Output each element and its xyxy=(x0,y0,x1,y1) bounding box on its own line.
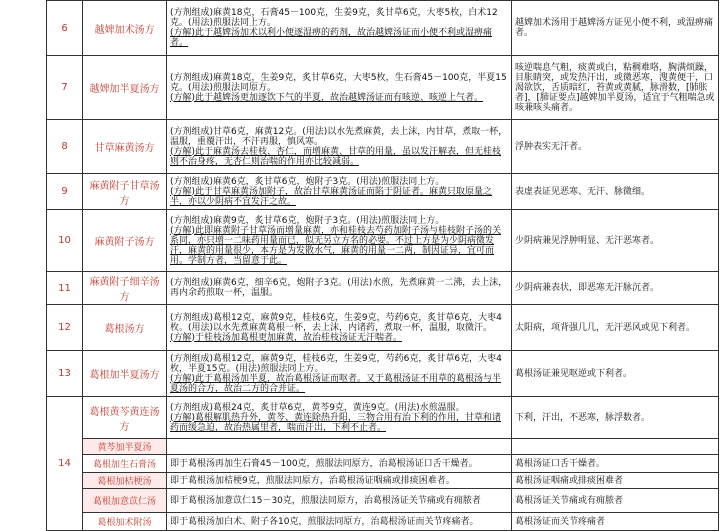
table-row xyxy=(47,56,719,120)
formula-name: 葛根黄芩黄连汤方 xyxy=(83,397,167,439)
formula-indication: 太阳病，项背强几几，无汗恶风或见下利者。 xyxy=(512,305,719,351)
formula-indication: 下利，汗出，不恶寒，脉浮数者。 xyxy=(512,397,719,439)
table-row xyxy=(47,174,719,210)
formula-indication: 少阴病兼表状，即恶寒无汗脉沉者。 xyxy=(512,272,719,305)
formula-name: 越婢加术汤方 xyxy=(83,1,167,56)
row-number: 13 xyxy=(47,351,83,397)
formula-name: 葛根汤方 xyxy=(83,305,167,351)
table-row xyxy=(47,513,719,531)
table-row xyxy=(47,455,719,473)
formula-table xyxy=(46,0,719,531)
formula-indication: 葛根汤证兼见呕逆或下利者。 xyxy=(512,351,719,397)
table-row xyxy=(47,351,719,397)
sub-formula-name: 葛根加生石膏汤 xyxy=(83,455,167,473)
sub-formula-indication: 葛根汤证关节痛或有痈脓者 xyxy=(512,489,719,513)
table-row xyxy=(47,489,719,513)
sub-formula-description: 即于葛根汤加白术、附子各10克，煎服法同原方，治葛根汤证而关节疼痛者。 xyxy=(167,513,512,531)
sub-formula-description: 即于葛根汤加薏苡仁15－30克，煎服法同原方，治葛根汤证关节痛或有痈脓者 xyxy=(167,489,512,513)
sub-formula-name: 葛根加桔梗汤 xyxy=(83,473,167,489)
formula-description: (方剂组成)麻黄9克，炙甘草6克，炮附子3克。(用法)煎服法同上方。 (方解)此即麻黄附子甘草汤而增量麻黄，亦和桂枝去芍药加附子汤与桂枝附子汤的关系同，亦只增一二味药用量而已，似无另立方名的必要。不过上方是为少阴病微发汗，麻黄的用量很少，本方是为发散水气，麻黄的用量一二两，制因证异，宜可而用。学制方者，当留意于此。 xyxy=(167,210,512,272)
formula-indication: 表虚表证见恶寒、无汗、脉微细。 xyxy=(512,174,719,210)
formula-name: 甘草麻黄汤方 xyxy=(83,120,167,174)
table-row xyxy=(47,397,719,439)
sub-formula-description: 即于葛根汤再加生石膏45－100克，煎服法同原方，治葛根汤证口舌干燥者。 xyxy=(167,455,512,473)
sub-formula-description xyxy=(167,439,512,455)
formula-description: (方剂组成)麻黄6克，炙甘草6克，炮附子3克。(用法)煎服法同上方。 (方解)此于甘草麻黄汤加附子，故治甘草麻黄汤证而陷于阴证者。麻黄只取原量之半，亦以少阴病不宜发汗之故。 xyxy=(167,174,512,210)
sub-formula-indication xyxy=(512,439,719,455)
formula-description: (方剂组成)葛根12克，麻黄9克，桂枝6克，生姜9克，芍药6克，炙甘草6克，大枣4枚，半夏15克。(用法)煎服法同上方。 (方解)此于葛根汤加半夏，故治葛根汤证而呕者。又于葛根汤证不用草的葛根汤与半夏汤的合方，故治二方的合并证。 xyxy=(167,351,512,397)
formula-indication: 咳逆喘息气粗，痰黄或白，粘稠难咯，胸满烦躁，目胀睛突，或发热汗出，或微恶寒，溲黄便干，口渴欲饮，舌质暗红，苔黄或黄腻，脉滑数，[肺胀者]，[肺证要点]越婢加半夏汤，适宜于气粗喘急或咳兼咳头痛者。 xyxy=(512,56,719,120)
sub-formula-indication: 葛根汤证口舌干燥者。 xyxy=(512,455,719,473)
formula-description: (方剂组成)麻黄18克，生姜9克，炙甘草6克，大枣5枚，生石膏45－100克，半夏15克。(用法)煎服法同原方。 (方解)此于越婢汤更加逐饮下气的半夏，故治越婢汤证而有咳逆、咳逆上气者。 xyxy=(167,56,512,120)
formula-name: 葛根加半夏汤方 xyxy=(83,351,167,397)
table-row xyxy=(47,305,719,351)
table-row xyxy=(47,120,719,174)
table-row xyxy=(47,439,719,455)
table-row xyxy=(47,473,719,489)
formula-description: (方剂组成)葛根12克，麻黄9克，桂枝6克，生姜9克，芍药6克，炙甘草6克，大枣4枚。(用法)以水先煮麻黄葛根一杯，去上沫，内诸药，煮取一杯，温服，取微汗。 (方解)于桂枝汤加葛根更加麻黄，故治桂枝汤证无汗喘者。 xyxy=(167,305,512,351)
table-row xyxy=(47,210,719,272)
row-number: 11 xyxy=(47,272,83,305)
row-number: 14 xyxy=(47,397,83,531)
row-number: 6 xyxy=(47,1,83,56)
row-number: 12 xyxy=(47,305,83,351)
table-row xyxy=(47,272,719,305)
sub-formula-name: 葛根加意苡仁汤 xyxy=(83,489,167,513)
formula-description: (方剂组成)麻黄18克，石膏45－100克，生姜9克，炙甘草6克，大枣5枚，白术12克。(用法)煎服法同上方。 (方解)此于越婢汤加术以利小便逐湿痹的药剂，故治越婢汤证而小便不利或湿痹痛者。 xyxy=(167,1,512,56)
formula-description: (方剂组成)麻黄6克，细辛6克，炮附子3克。(用法)水煎，先煮麻黄一二沸，去上沫，再内余药煎取一杯，温服。 xyxy=(167,272,512,305)
row-number: 7 xyxy=(47,56,83,120)
formula-name: 麻黄附子细辛汤方 xyxy=(83,272,167,305)
sub-formula-name: 黄芩加半夏汤 xyxy=(83,439,167,455)
formula-name: 麻黄附子汤方 xyxy=(83,210,167,272)
row-number: 8 xyxy=(47,120,83,174)
sub-formula-indication: 葛根汤证咽痛或排痰困难者 xyxy=(512,473,719,489)
table-row xyxy=(47,1,719,56)
sub-formula-indication: 葛根汤证而关节疼痛者 xyxy=(512,513,719,531)
formula-description: (方剂组成)甘草6克，麻黄12克。(用法)以水先煮麻黄，去上沫，内甘草，煮取一杯，温服，重覆汗出，不汗再服，慎风寒。 (方解)此于麻黄汤去桂枝、杏仁，而增麻黄、甘草的用量，虽以发汗解表，但无桂枝则不治身疼，无杏仁则治喘的作用亦比较减弱。 xyxy=(167,120,512,174)
formula-indication: 越婢加术汤用于越婢汤方证见小便不利，或湿痹痛者。 xyxy=(512,1,719,56)
row-number: 9 xyxy=(47,174,83,210)
row-number: 10 xyxy=(47,210,83,272)
formula-description: (方剂组成)葛根24克，炙甘草6克，黄芩9克，黄连9克。(用法)水煎温服。 (方解)葛根解肌热升外，黄芩、黄连除热升阳，三物合用有治下利的作用，甘草和诸药而缓急迫，故治热属里者，喘而汗出，下利不止者。 xyxy=(167,397,512,439)
sub-formula-description: 即于葛根汤加桔梗9克，煎服法同原方，治葛根汤证咽痛或排痰困难者。 xyxy=(167,473,512,489)
formula-indication: 少阴病兼见浮肿明显、无汗恶寒者。 xyxy=(512,210,719,272)
formula-name: 麻黄附子甘草汤方 xyxy=(83,174,167,210)
sub-formula-name: 葛根加术附汤 xyxy=(83,513,167,531)
formula-indication: 浮肿表实无汗者。 xyxy=(512,120,719,174)
formula-name: 越婢加半夏汤方 xyxy=(83,56,167,120)
left-margin xyxy=(0,0,47,520)
